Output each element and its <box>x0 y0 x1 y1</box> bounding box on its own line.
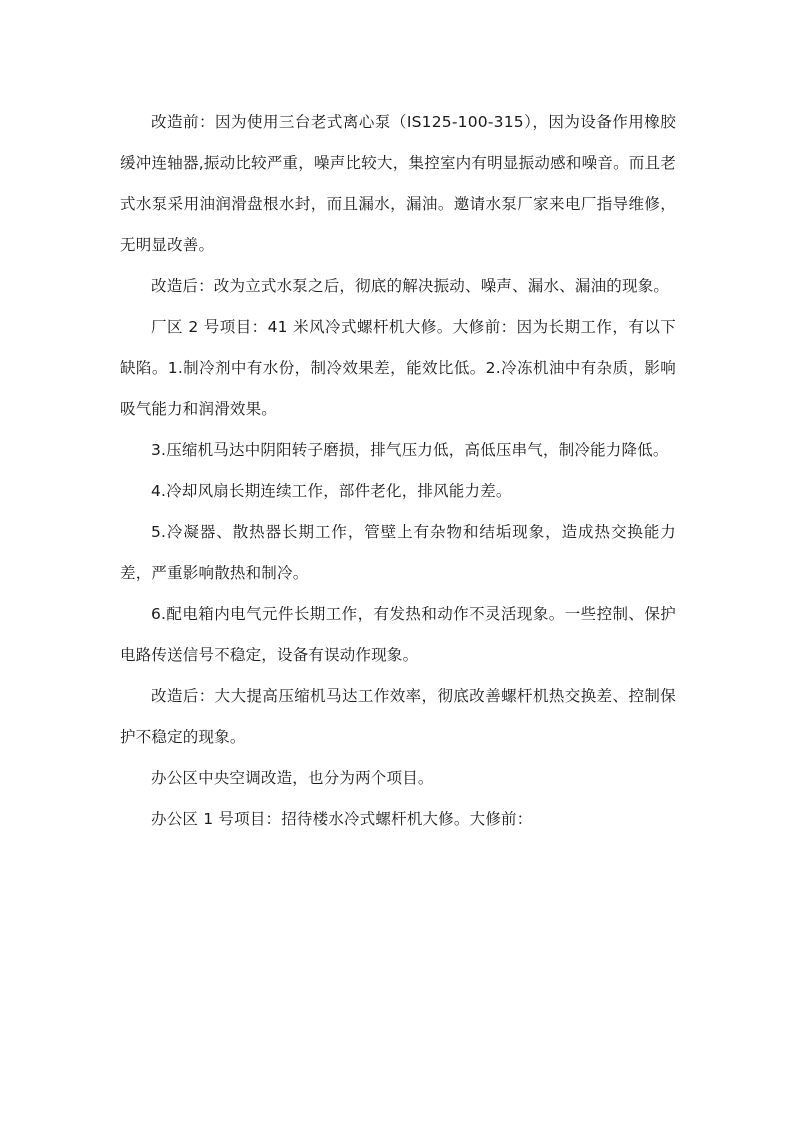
paragraph-after-pump-retrofit: 改造后：改为立式水泵之后，彻底的解决振动、噪声、漏水、漏油的现象。 <box>151 277 670 295</box>
paragraph-after-screw-chiller: 改造后：大大提高压缩机马达工作效率，彻底改善螺杆机热交换差、控制保护不稳定的现象。 <box>120 687 676 746</box>
paragraph-office-ac-intro: 办公区中央空调改造，也分为两个项目。 <box>151 769 434 787</box>
paragraph-defect-6: 6.配电箱内电气元件长期工作，有发热和动作不灵活现象。一些控制、保护电路传送信号不稳定，设备有误动作现象。 <box>120 605 676 664</box>
paragraph-defect-3: 3.压缩机马达中阴阳转子磨损，排气压力低，高低压串气，制冷能力降低。 <box>151 441 669 459</box>
document-body <box>120 102 676 840</box>
paragraph-before-pump-retrofit: 改造前：因为使用三台老式离心泵（IS125-100-315），因为设备作用橡胶缓冲连轴器,振动比较严重，噪声比较大，集控室内有明显振动感和噪音。而且老式水泵采用油润滑盘根水封，而且漏水，漏油。邀请水泵厂家来电厂指导维修，无明显改善。 <box>120 113 676 254</box>
paragraph-plant-project-2: 厂区 2 号项目：41 米风冷式螺杆机大修。大修前：因为长期工作，有以下缺陷。1.制冷剂中有水份，制冷效果差，能效比低。2.冷冻机油中有杂质，影响吸气能力和润滑效果。 <box>120 318 676 418</box>
paragraph-defect-5: 5.冷凝器、散热器长期工作，管壁上有杂物和结垢现象，造成热交换能力差，严重影响散热和制冷。 <box>120 523 676 582</box>
paragraph-office-project-1: 办公区 1 号项目：招待楼水冷式螺杆机大修。大修前： <box>151 810 533 828</box>
paragraph-defect-4: 4.冷却风扇长期连续工作，部件老化，排风能力差。 <box>151 482 512 500</box>
